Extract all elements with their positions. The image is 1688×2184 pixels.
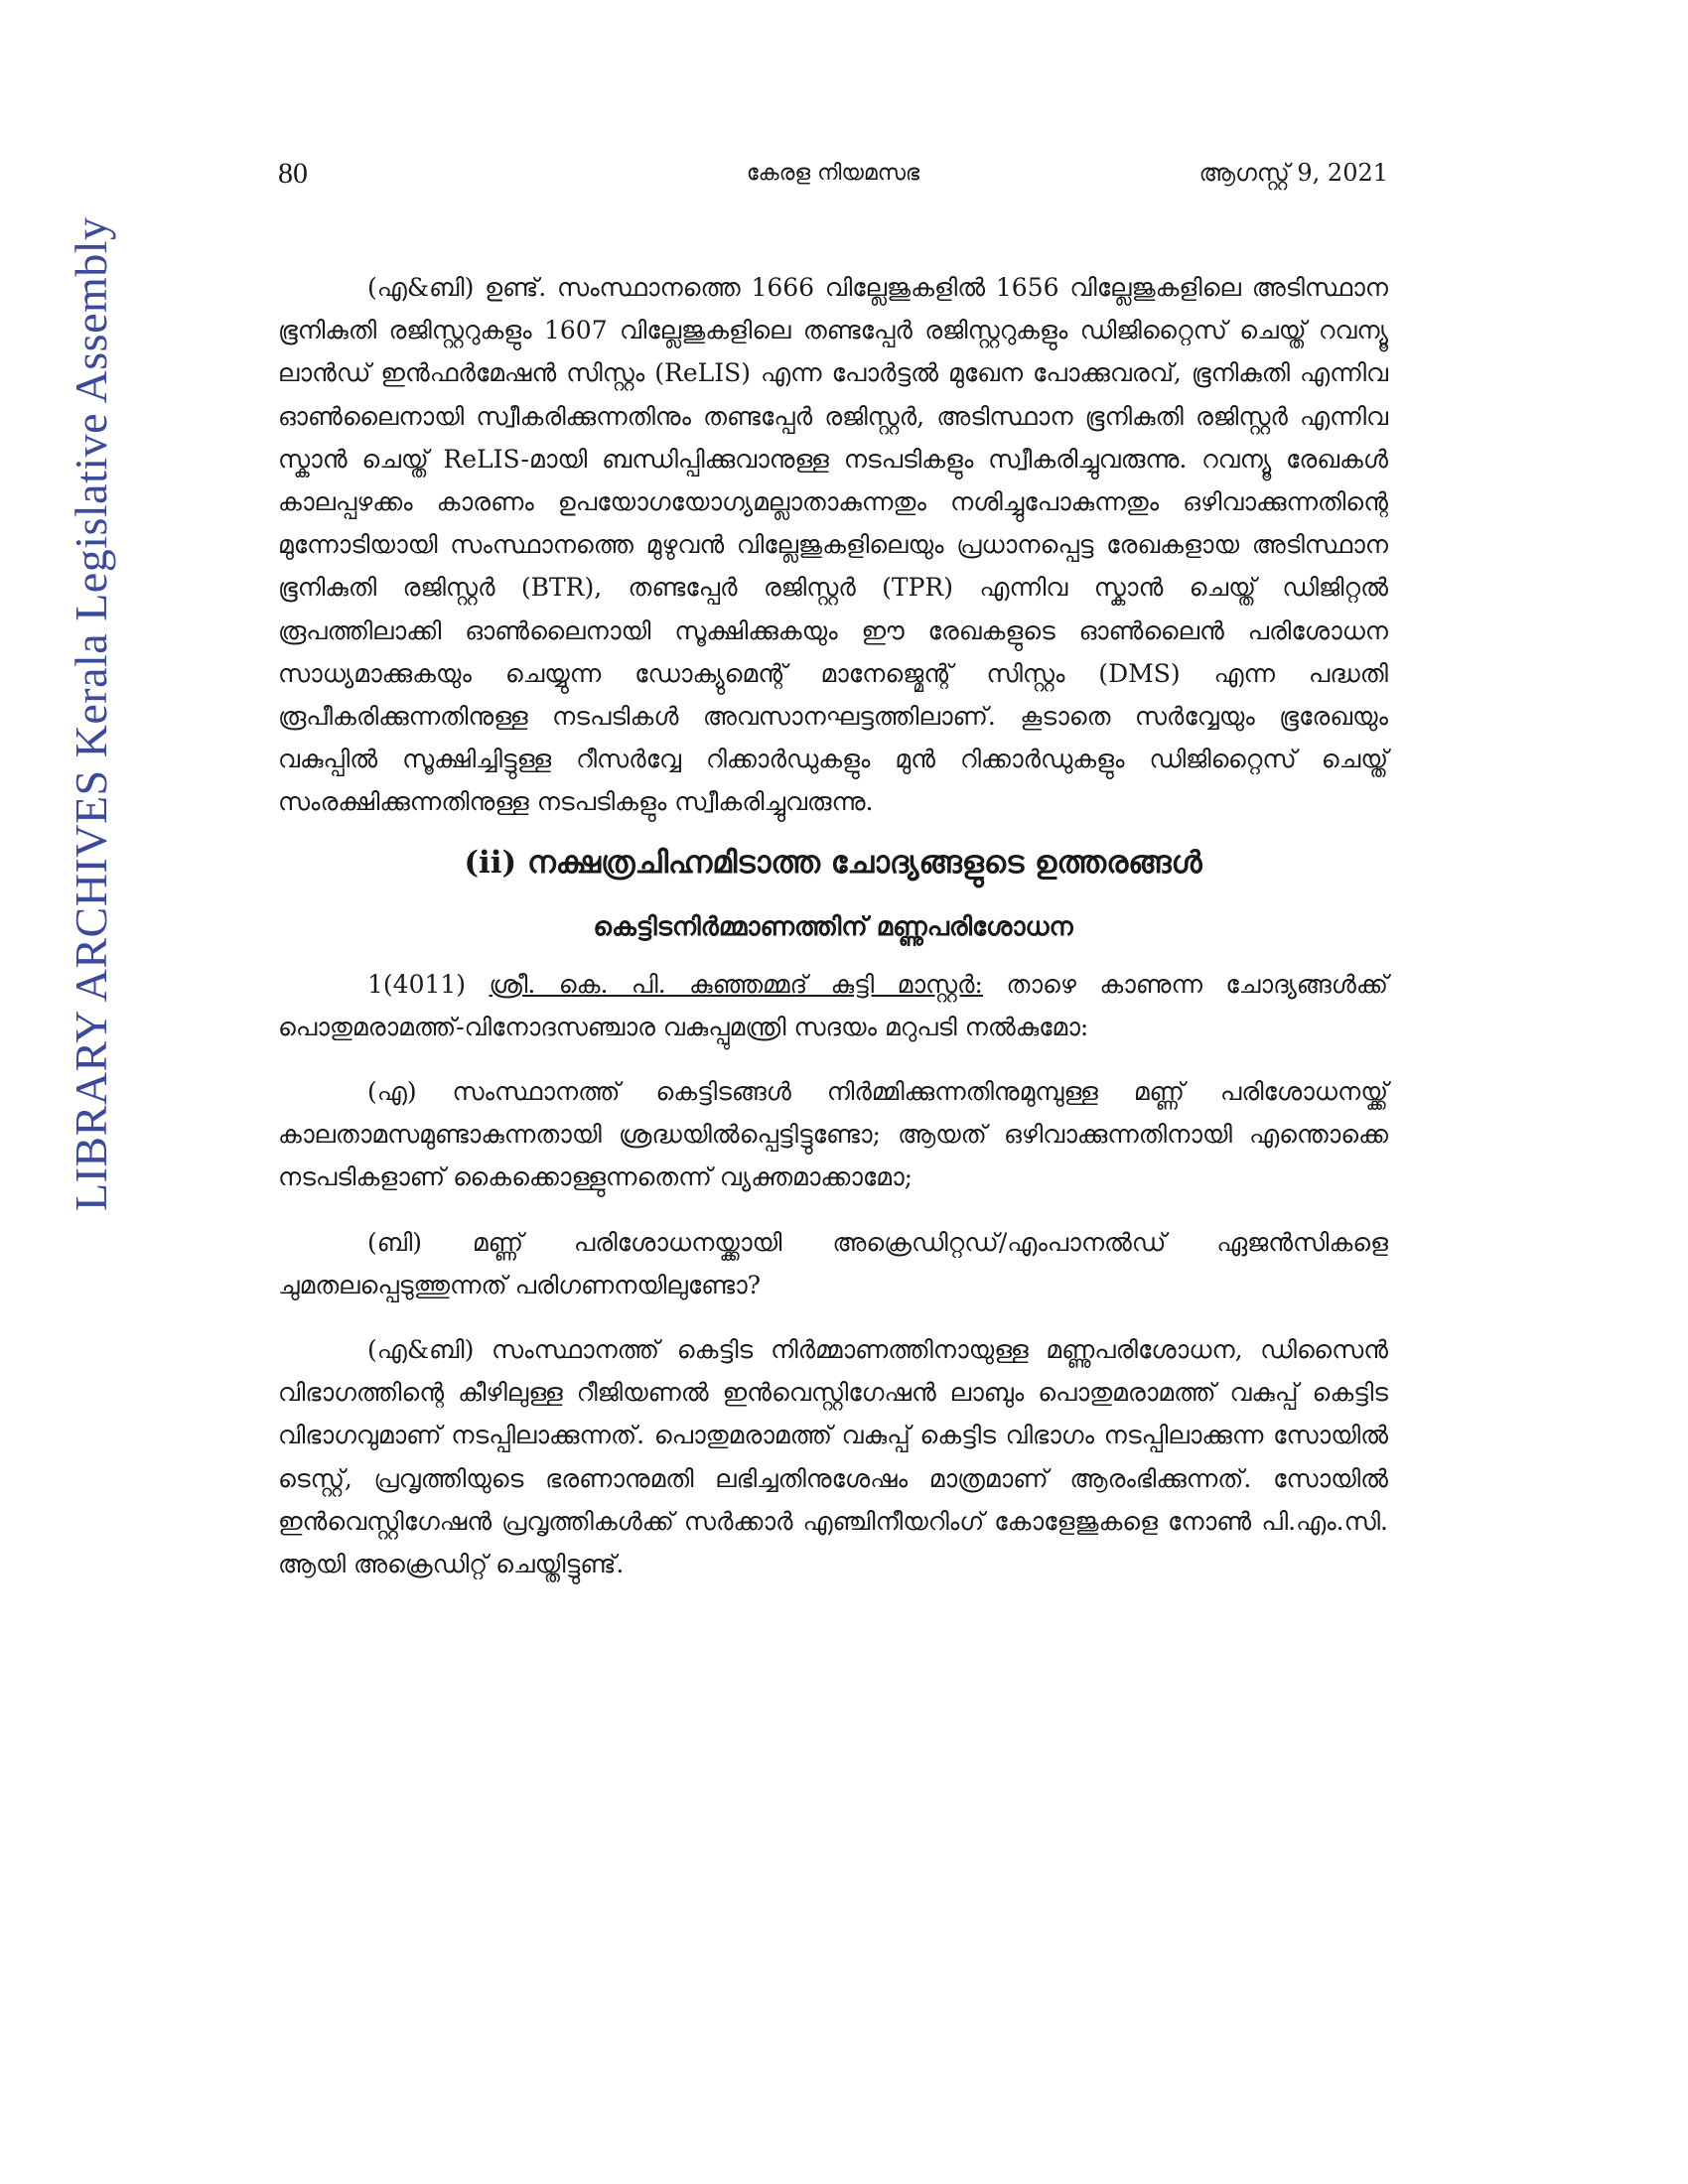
question-number: 1(4011): [367, 969, 467, 999]
page-header: [278, 157, 1388, 197]
page-body: [278, 266, 1388, 1585]
question-intro: താഴെ കാണുന്ന ചോദ്യങ്ങൾക്ക് പൊതുമരാമത്ത്-വിനോദസഞ്ചാര വകുപ്പുമന്ത്രി സദയം മറുപടി നൽകുമോ:: [278, 969, 1389, 1041]
question-header: [278, 963, 1388, 1048]
question-a: (എ) സംസ്ഥാനത്ത് കെട്ടിടങ്ങൾ നിർമ്മിക്കുന്നതിനുമുമ്പുള്ള മണ്ണ് പരിശോധനയ്ക്ക് കാലതാമസമുണ്ടാകുന്നതായി ശ്രദ്ധയിൽപ്പെട്ടിട്ടുണ്ടോ; ആയത് ഒഴിവാക്കുന്നതിനായി എന്തൊക്കെ നടപടികളാണ് കൈക്കൊള്ളുന്നതെന്ന് വ്യക്തമാക്കാമോ;: [278, 1077, 1388, 1192]
answer-paragraph-prev: (എ&ബി) ഉണ്ട്. സംസ്ഥാനത്തെ 1666 വില്ലേജുകളിൽ 1656 വില്ലേജുകളിലെ അടിസ്ഥാന ഭൂനികുതി രജിസ്റ്ററുകളും 1607 വില്ലേജുകളിലെ തണ്ടപ്പേർ രജിസ്റ്ററുകളും ഡിജിറ്റൈസ് ചെയ്ത് റവന്യൂ ലാൻഡ് ഇൻഫർമേഷൻ സിസ്റ്റം (ReLIS) എന്ന പോർട്ടൽ മുഖേന പോക്കുവരവ്, ഭൂനികുതി എന്നിവ ഓൺലൈനായി സ്വീകരിക്കുന്നതിനും തണ്ടപ്പേർ രജിസ്റ്റർ, അടിസ്ഥാന ഭൂനികുതി രജിസ്റ്റർ എന്നിവ സ്കാൻ ചെയ്ത് ReLIS-മായി ബന്ധിപ്പിക്കുവാനുള്ള നടപടികളും സ്വീകരിച്ചുവരുന്നു. റവന്യൂ രേഖകൾ കാലപ്പഴക്കം കാരണം ഉപയോഗയോഗ്യമല്ലാതാകുന്നതും നശിച്ചുപോകുന്നതും ഒഴിവാക്കുന്നതിന്റെ മുന്നോടിയായി സംസ്ഥാനത്തെ മുഴുവൻ വില്ലേജുകളിലെയും പ്രധാനപ്പെട്ട രേഖകളായ അടിസ്ഥാന ഭൂനികുതി രജിസ്റ്റർ (BTR), തണ്ടപ്പേർ രജിസ്റ്റർ (TPR) എന്നിവ സ്കാൻ ചെയ്ത് ഡിജിറ്റൽ രൂപത്തിലാക്കി ഓൺലൈനായി സൂക്ഷിക്കുകയും ഈ രേഖകളുടെ ഓൺലൈൻ പരിശോധന സാധ്യമാക്കുകയും ചെയ്യുന്ന ഡോക്യുമെന്റ് മാനേജ്മെന്റ് സിസ്റ്റം (DMS) എന്ന പദ്ധതി രൂപീകരിക്കുന്നതിനുള്ള നടപടികൾ അവസാനഘട്ടത്തിലാണ്. കൂടാതെ സർവ്വേയും ഭൂരേഖയും വകുപ്പിൽ സൂക്ഷിച്ചിട്ടുള്ള റീസർവ്വേ റിക്കാർഡുകളും മുൻ റിക്കാർഡുകളും ഡിജിറ്റൈസ് ചെയ്ത് സംരക്ഷിക്കുന്നതിനുള്ള നടപടികളും സ്വീകരിച്ചുവരുന്നു.: [278, 273, 1388, 817]
question-b: (ബി) മണ്ണ് പരിശോധനയ്ക്കായി അക്രെഡിറ്റഡ്/എംപാനൽഡ് ഏജൻസികളെ ചുമതലപ്പെടുത്തുന്നത് പരിഗണനയിലുണ്ടോ?: [278, 1227, 1388, 1299]
question-subject: കെട്ടിടനിർമ്മാണത്തിന് മണ്ണുപരിശോധന: [593, 911, 1073, 942]
header-title: കേരള നിയമസഭ: [746, 161, 920, 186]
header-date: ആഗസ്റ്റ് 9, 2021: [1198, 159, 1388, 187]
archive-watermark: LIBRARY ARCHIVES Kerala Legislative Assembly: [66, 216, 116, 1211]
answer-paragraph: (എ&ബി) സംസ്ഥാനത്ത് കെട്ടിട നിർമ്മാണത്തിനായുള്ള മണ്ണുപരിശോധന, ഡിസൈൻ വിഭാഗത്തിന്റെ കീഴിലുള്ള റീജിയണൽ ഇൻവെസ്റ്റിഗേഷൻ ലാബും പൊതുമരാമത്ത് വകുപ്പ് കെട്ടിട വിഭാഗവുമാണ് നടപ്പിലാക്കുന്നത്. പൊതുമരാമത്ത് വകുപ്പ് കെട്ടിട വിഭാഗം നടപ്പിലാക്കുന്ന സോയിൽ ടെസ്റ്റ്, പ്രവൃത്തിയുടെ ഭരണാനുമതി ലഭിച്ചതിനുശേഷം മാത്രമാണ് ആരംഭിക്കുന്നത്. സോയിൽ ഇൻവെസ്റ്റിഗേഷൻ പ്രവൃത്തികൾക്ക് സർക്കാർ എഞ്ചിനീയറിംഗ് കോളേജുകളെ നോൺ പി.എം.സി. ആയി അക്രെഡിറ്റ് ചെയ്തിട്ടുണ്ട്.: [278, 1335, 1388, 1579]
member-name: ശ്രീ. കെ. പി. കുഞ്ഞമ്മദ് കുട്ടി മാസ്റ്റർ:: [489, 969, 983, 999]
page-number: 80: [278, 157, 308, 190]
section-title: (ii) നക്ഷത്രചിഹ്നമിടാത്ത ചോദ്യങ്ങളുടെ ഉത്തരങ്ങൾ: [464, 844, 1202, 881]
